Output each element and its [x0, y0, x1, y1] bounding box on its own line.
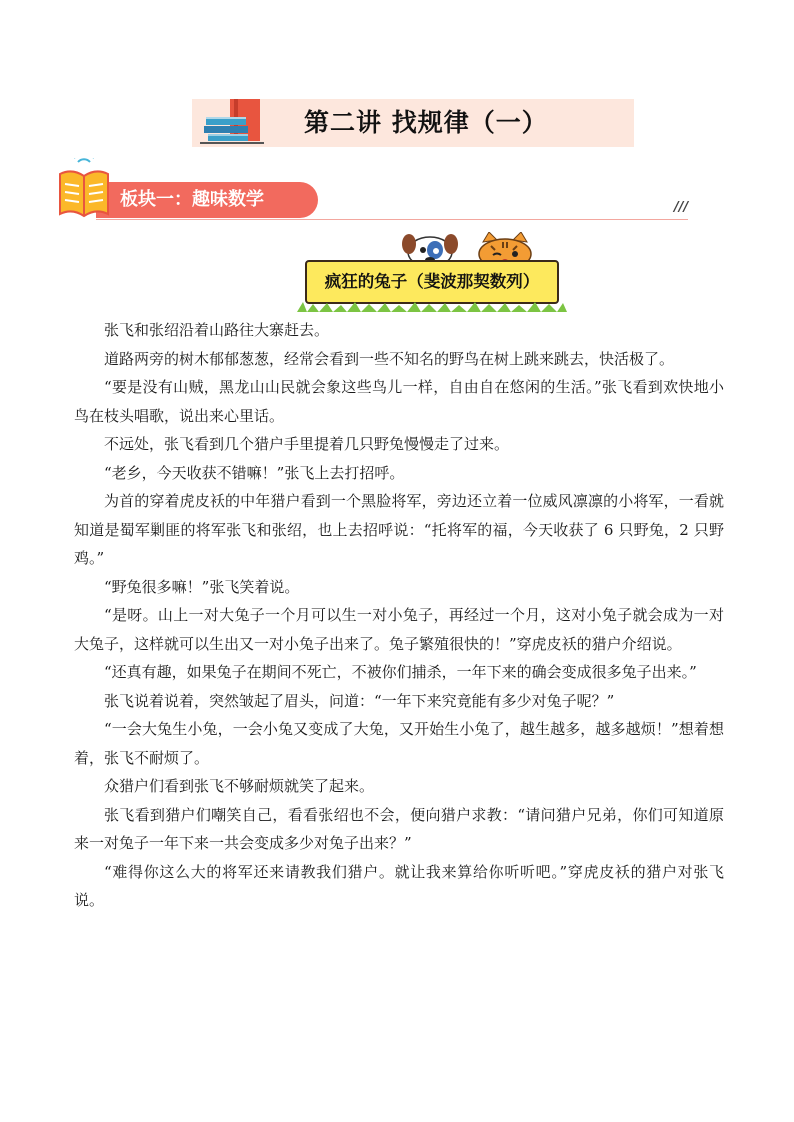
section-title: 板块一：趣味数学: [120, 189, 264, 210]
paragraph: “野兔很多嘛！”张飞笑着说。: [104, 577, 300, 596]
paragraph: “一会大兔生小兔，一会小兔又变成了大兔，又开始生小兔了，越生越多，越多越烦！”想着想着，张飞不耐烦了。: [74, 720, 724, 767]
section-heading: [56, 158, 696, 224]
story-title-board: [305, 260, 559, 304]
story-body: [74, 316, 724, 915]
paragraph: “是呀。山上一对大兔子一个月可以生一对小兔子，再经过一个月，这对小兔子就会成为一对大兔子，这样就可以生出又一对小兔子出来了。兔子繁殖很快的！”穿虎皮袄的猎户介绍说。: [74, 606, 724, 653]
section-divider: [96, 219, 688, 220]
page-title: 第二讲 找规律（一）: [304, 108, 548, 137]
slash-decoration: ///: [674, 200, 689, 215]
grass-decoration: [297, 300, 567, 312]
paragraph: 道路两旁的树木郁郁葱葱，经常会看到一些不知名的野鸟在树上跳来跳去，快活极了。: [104, 349, 675, 368]
paragraph: 张飞看到猎户们嘲笑自己，看看张绍也不会，便向猎户求教：“请问猎户兄弟，你们可知道原来一对兔子一年下来一共会变成多少对兔子出来？”: [74, 805, 724, 852]
open-book-icon: [56, 158, 112, 224]
paragraph: 张飞和张绍沿着山路往大寨赶去。: [104, 321, 330, 339]
paragraph: 张飞说着说着，突然皱起了眉头，问道：“一年下来究竟能有多少对兔子呢？”: [104, 691, 615, 710]
title-banner: [192, 99, 634, 147]
paragraph: “要是没有山贼，黑龙山山民就会象这些鸟儿一样，自由自在悠闲的生活。”张飞看到欢快地小鸟在枝头唱歌，说出来心里话。: [74, 378, 724, 425]
paragraph: 为首的穿着虎皮袄的中年猎户看到一个黑脸将军，旁边还立着一位威风凛凛的小将军，一看就知道是蜀军剿匪的将军张飞和张绍，也上去招呼说：“托将军的福，今天收获了 6 只野兔，2 只野鸡。”: [74, 492, 724, 567]
paragraph: “还真有趣，如果兔子在期间不死亡，不被你们捕杀，一年下来的确会变成很多兔子出来。”: [104, 663, 697, 681]
books-icon: [200, 95, 270, 147]
story-title: 疯狂的兔子（斐波那契数列）: [324, 272, 540, 291]
paragraph: 众猎户们看到张飞不够耐烦就笑了起来。: [104, 777, 375, 795]
paragraph: 不远处，张飞看到几个猎户手里提着几只野兔慢慢走了过来。: [104, 435, 510, 453]
paragraph: “老乡，今天收获不错嘛！”张飞上去打招呼。: [104, 463, 405, 482]
paragraph: “难得你这么大的将军还来请教我们猎户。就让我来算给你听听吧。”穿虎皮袄的猎户对张飞说。: [74, 862, 724, 909]
story-header: [297, 232, 567, 312]
